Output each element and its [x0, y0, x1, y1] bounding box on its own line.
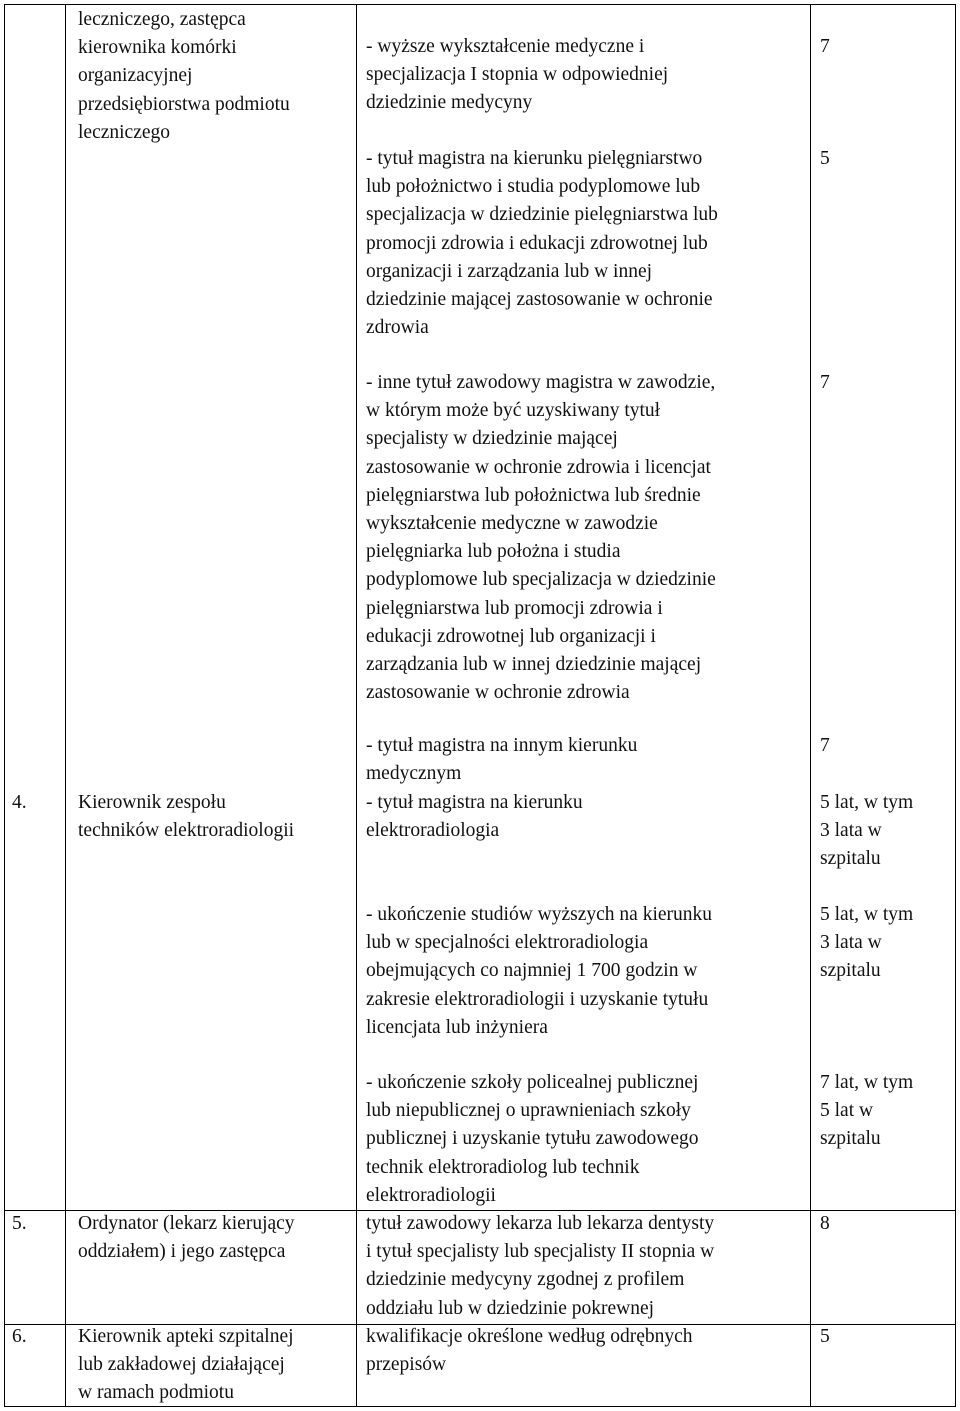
qualification-cell: tytuł zawodowy lekarza lub lekarza dentysty i tytuł specjalisty lub specjalisty II stopnia w dziedzinie medycyny zgodnej z profilem oddziału lub w dziedzinie pokrewnej — [366, 1213, 715, 1319]
qualification-cell: - tytuł magistra na innym kierunku medycznym — [366, 735, 638, 785]
column-divider-qualifications — [810, 4, 811, 1407]
row-number: 6. — [12, 1326, 27, 1347]
years-cell: 7 lat, w tym 5 lat w szpitalu — [820, 1072, 914, 1150]
qualification-cell: - ukończenie studiów wyższych na kierunku lub w specjalności elektroradiologia obejmujących co najmniej 1 700 godzin w zakresie elektroradiologii i uzyskanie tytułu licencjata lub inżyniera — [366, 904, 713, 1038]
years-cell: 5 lat, w tym 3 lata w szpitalu — [820, 792, 914, 870]
years-cell: 7 — [820, 735, 830, 756]
position-cell: Kierownik zespołu techników elektroradiologii — [78, 792, 295, 842]
qualification-cell: - inne tytuł zawodowy magistra w zawodzie, w którym może być uzyskiwany tytuł specjalisty w dziedzinie mającej zastosowanie w ochronie zdrowia i licencjat pielęgniarstwa lub położnictwa lub średnie wykształcenie medyczne w zawodzie pielęgniarka lub położna i studia podyplomowe lub specjalizacja w dziedzinie pielęgniarstwa lub promocji zdrowia i edukacji zdrowotnej lub organizacji i zarządzania lub w innej dziedzinie mającej zastosowanie w ochronie zdrowia — [366, 372, 716, 704]
column-divider-position — [356, 4, 357, 1407]
table-border-right — [955, 4, 956, 1407]
years-cell: 5 — [820, 148, 830, 169]
position-cell: Kierownik apteki szpitalnej lub zakładowej działającej w ramach podmiotu — [78, 1326, 294, 1404]
position-cell: leczniczego, zastępca kierownika komórki organizacyjnej przedsiębiorstwa podmiotu leczniczego — [78, 9, 290, 143]
table-border-top — [4, 4, 956, 5]
years-cell: 5 — [820, 1326, 830, 1347]
qualification-cell: - tytuł magistra na kierunku pielęgniarstwo lub położnictwo i studia podyplomowe lub specjalizacja w dziedzinie pielęgniarstwa lub promocji zdrowia i edukacji zdrowotnej lub organizacji i zarządzania lub w innej dziedzinie mającej zastosowanie w ochronie zdrowia — [366, 148, 718, 339]
qualification-cell: - tytuł magistra na kierunku elektroradiologia — [366, 792, 583, 842]
column-divider-number — [65, 4, 66, 1407]
years-cell: 5 lat, w tym 3 lata w szpitalu — [820, 904, 914, 982]
qualification-cell: kwalifikacje określone według odrębnych przepisów — [366, 1326, 693, 1376]
qualification-cell: - wyższe wykształcenie medyczne i specjalizacja I stopnia w odpowiedniej dziedzinie medycyny — [366, 36, 669, 114]
qualification-cell: - ukończenie szkoły policealnej publicznej lub niepublicznej o uprawnieniach szkoły publicznej i uzyskanie tytułu zawodowego technik elektroradiolog lub technik elektroradiologii — [366, 1072, 699, 1206]
row-number: 4. — [12, 792, 27, 813]
years-cell: 7 — [820, 36, 830, 57]
position-cell: Ordynator (lekarz kierujący oddziałem) i jego zastępca — [78, 1213, 295, 1263]
years-cell: 7 — [820, 372, 830, 393]
table-border-left — [4, 4, 5, 1407]
years-cell: 8 — [820, 1213, 830, 1234]
row-number: 5. — [12, 1213, 27, 1234]
